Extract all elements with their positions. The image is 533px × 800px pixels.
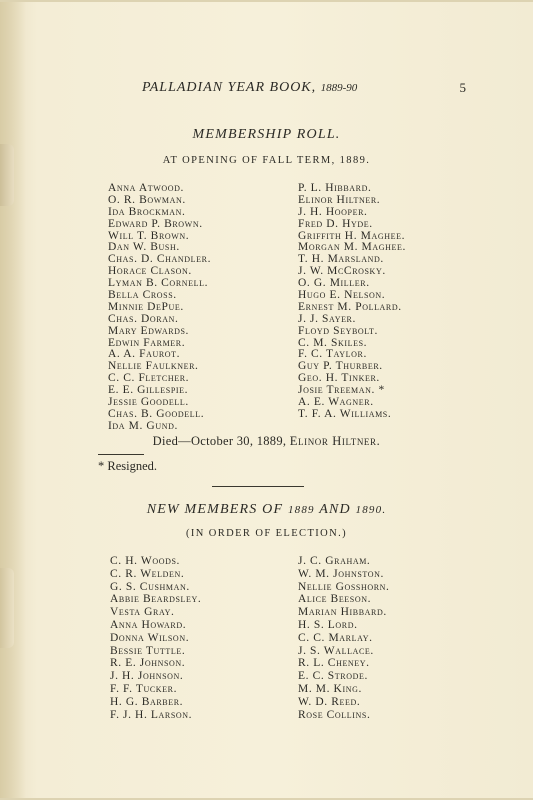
member-name: Vesta Gray. bbox=[110, 606, 175, 619]
member-name: Ida Brockman. bbox=[108, 205, 186, 218]
member-name: Anna Atwood. bbox=[108, 182, 185, 194]
new-members-left-column bbox=[110, 555, 201, 721]
member-name: F. J. H. Larson. bbox=[110, 708, 193, 721]
member-name: Rose Collins. bbox=[298, 708, 371, 721]
membership-roll-subtitle: AT OPENING OF FALL TERM, 1889. bbox=[162, 155, 371, 166]
member-name: C. C. Fletcher. bbox=[108, 372, 190, 385]
member-name: Lyman B. Cornell. bbox=[108, 277, 209, 290]
running-header bbox=[142, 80, 467, 102]
new-members-title bbox=[0, 502, 533, 518]
member-name: O. R. Bowman. bbox=[108, 193, 186, 206]
footnote-rule bbox=[98, 454, 144, 455]
running-title: PALLADIAN YEAR BOOK, 1889-90 bbox=[142, 80, 358, 95]
member-name: Ernest M. Pollard. bbox=[298, 300, 402, 313]
member-name: Guy P. Thurber. bbox=[298, 360, 383, 373]
member-name: H. G. Barber. bbox=[110, 695, 184, 708]
member-name: Morgan M. Maghee. bbox=[298, 241, 406, 254]
member-name: Mary Edwards. bbox=[108, 324, 190, 337]
new-members-year-b: 1890. bbox=[355, 504, 387, 516]
member-name: P. L. Hibbard. bbox=[298, 182, 372, 194]
member-name: Griffith H. Maghee. bbox=[298, 229, 406, 242]
member-name: H. S. Lord. bbox=[298, 618, 358, 631]
member-name: R. L. Cheney. bbox=[298, 657, 370, 670]
member-name: Bessie Tuttle. bbox=[110, 644, 186, 657]
member-name: T. F. A. Williams. bbox=[298, 407, 392, 420]
member-name: A. A. Faurot. bbox=[108, 348, 181, 361]
member-name: J. C. Graham. bbox=[298, 555, 371, 567]
member-name: Josie Treeman. * bbox=[298, 384, 385, 397]
member-name: F. C. Taylor. bbox=[298, 348, 367, 361]
member-name: T. H. Marsland. bbox=[298, 253, 384, 266]
new-members-title-and: AND bbox=[319, 502, 351, 517]
member-name: Fred D. Hyde. bbox=[298, 217, 373, 230]
member-name: Bella Cross. bbox=[108, 289, 177, 302]
member-name: Hugo E. Nelson. bbox=[298, 289, 386, 302]
page-spine-shadow bbox=[0, 2, 26, 798]
member-name: Donna Wilson. bbox=[110, 631, 190, 644]
member-name: M. M. King. bbox=[298, 682, 362, 695]
member-name: Edward P. Brown. bbox=[108, 217, 203, 230]
member-name: J. J. Sayer. bbox=[298, 312, 356, 325]
death-notice-name: Elinor Hiltner. bbox=[289, 434, 381, 448]
new-members-right-column bbox=[298, 555, 390, 721]
new-members-title-text: NEW MEMBERS OF bbox=[146, 502, 284, 517]
member-name: Chas. Doran. bbox=[108, 312, 179, 325]
member-name: G. S. Cushman. bbox=[110, 580, 190, 593]
member-name: Chas. D. Chandler. bbox=[108, 253, 212, 266]
death-notice-date: Died—October 30, 1889, bbox=[152, 434, 287, 448]
member-name: Elinor Hiltner. bbox=[298, 193, 381, 206]
member-name: Anna Howard. bbox=[110, 618, 187, 631]
member-name: Chas. B. Goodell. bbox=[108, 407, 205, 420]
footnote: * Resigned. bbox=[98, 459, 158, 473]
member-name: W. M. Johnston. bbox=[298, 567, 384, 580]
section-divider bbox=[212, 486, 304, 487]
member-name: Dan W. Bush. bbox=[108, 241, 180, 254]
member-name: Jessie Goodell. bbox=[108, 396, 189, 409]
member-name: Nellie Gosshorn. bbox=[298, 580, 390, 593]
running-title-years: 1889-90 bbox=[320, 82, 358, 94]
member-name: R. E. Johnson. bbox=[110, 657, 186, 670]
member-name: W. D. Reed. bbox=[298, 695, 361, 708]
member-name: C. H. Woods. bbox=[110, 555, 180, 567]
member-name: Will T. Brown. bbox=[108, 229, 190, 242]
member-name: Alice Beeson. bbox=[298, 593, 372, 606]
member-name: Geo. H. Tinker. bbox=[298, 372, 380, 385]
membership-right-column bbox=[298, 183, 406, 421]
member-name: E. E. Gillespie. bbox=[108, 384, 189, 397]
member-name: O. G. Miller. bbox=[298, 277, 370, 290]
paper-tear-upper bbox=[0, 144, 14, 206]
page-number: 5 bbox=[459, 80, 467, 95]
membership-left-column bbox=[108, 183, 211, 433]
member-name: A. E. Wagner. bbox=[298, 396, 374, 409]
new-members-year-a: 1889 bbox=[287, 504, 315, 516]
new-members-subtitle: (IN ORDER OF ELECTION.) bbox=[185, 528, 348, 539]
member-name: J. S. Wallace. bbox=[298, 644, 374, 657]
death-notice bbox=[0, 434, 533, 449]
member-name: J. W. McCrosky. bbox=[298, 265, 386, 278]
member-name: Nellie Faulkner. bbox=[108, 360, 199, 373]
member-name: C. R. Welden. bbox=[110, 567, 185, 580]
member-name: Edwin Farmer. bbox=[108, 336, 186, 349]
member-name: Ida M. Gund. bbox=[108, 419, 178, 432]
member-name: Horace Clason. bbox=[108, 265, 192, 278]
member-name: Marian Hibbard. bbox=[298, 606, 387, 619]
member-name: E. C. Strode. bbox=[298, 670, 368, 683]
member-name: Floyd Seybolt. bbox=[298, 324, 378, 337]
paper-tear-lower bbox=[0, 568, 14, 648]
member-name: C. C. Marlay. bbox=[298, 631, 373, 644]
member-name: F. F. Tucker. bbox=[110, 682, 178, 695]
member-name: C. M. Skiles. bbox=[298, 336, 368, 349]
member-name: J. H. Johnson. bbox=[110, 670, 184, 683]
member-name: J. H. Hooper. bbox=[298, 205, 368, 218]
member-name: Minnie DePue. bbox=[108, 300, 184, 313]
member-name: Abbie Beardsley. bbox=[110, 593, 202, 606]
membership-roll-title: MEMBERSHIP ROLL. bbox=[192, 127, 341, 142]
